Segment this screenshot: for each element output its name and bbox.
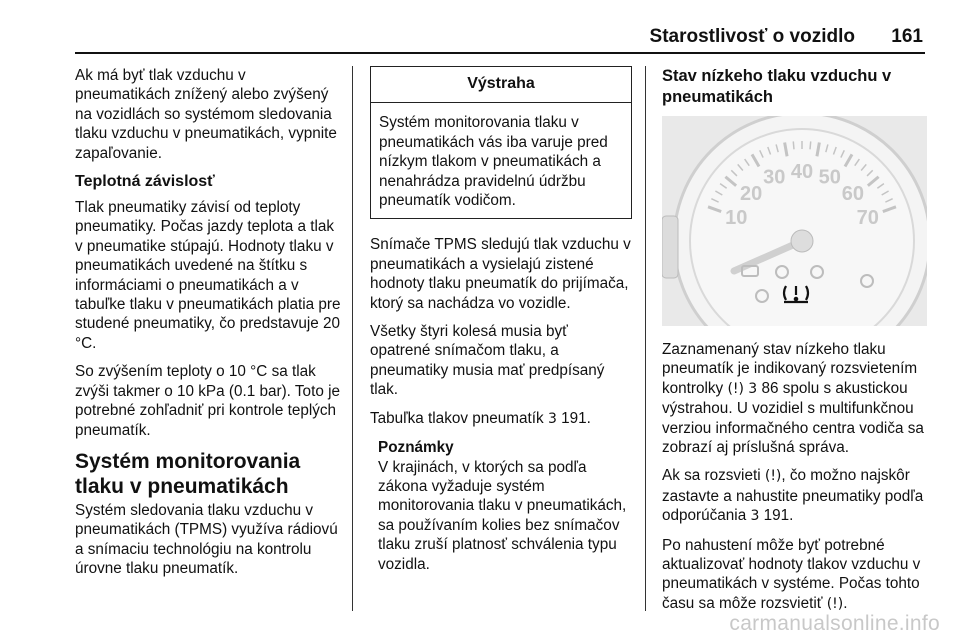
- left-gauge-edge: [662, 216, 678, 278]
- gauge-number: 40: [790, 161, 814, 183]
- page-reference-link[interactable]: 191.: [561, 409, 591, 427]
- column-middle: [370, 66, 632, 574]
- temperature-paragraph-1: Tlak pneumatiky závisí od teploty pneumatiky. Počas jazdy teplota a tlak v pneumatike stúpajú. Hodnoty tlaku v pneumatikách uvedené na štítku s informáciami o pneumatikách a v tabuľke tlaku v pneumatikách platia pre studené pneumatiky, čo predstavuje 20 °C.: [75, 199, 341, 352]
- sensors-paragraph: Snímače TPMS sledujú tlak vzduchu v pneumatikách a vysielajú zistené hodnoty tlaku pneumatík do prijímača, ktorý sa nachádza vo vozidle.: [370, 236, 631, 312]
- indication-text-a: Zaznamenaný stav nízkeho tlaku pneumatík je indikovaný rozsvietením kontrolky: [662, 341, 918, 397]
- watermark: carmanualsonline.info: [729, 612, 940, 635]
- tpms-icon: (!): [826, 595, 844, 612]
- column-right: [662, 66, 927, 623]
- intro-paragraph: Ak má byť tlak vzduchu v pneumatikách znížený alebo zvýšený na vozidlách so systémom sledovania tlaku vzduchu v pneumatikách, vypnite zapaľovanie.: [75, 67, 337, 162]
- gauge-number: 70: [856, 207, 879, 230]
- stop-text-a: Ak sa rozsvieti: [662, 467, 761, 485]
- pressure-table-reference: [370, 409, 632, 429]
- tpms-icon: (!): [727, 380, 745, 397]
- speedometer-illustration: [662, 116, 927, 326]
- warning-text: Systém monitorovania tlaku v pneumatikách vás iba varuje pred nízkym tlakom v pneumatikách a nenahrádza pravidelnú údržbu pneumatík vodičom.: [379, 114, 608, 210]
- page-reference-link[interactable]: 86: [761, 379, 779, 397]
- page-title: Starostlivosť o vozidlo: [649, 26, 855, 47]
- gauge-number: 50: [818, 166, 841, 189]
- note-text: V krajinách, v ktorých sa podľa zákona vyžaduje systém monitorovania tlaku v pneumatikách, sa používaním kolies bez snímačov tlaku zruší platnosť schválenia typu vozidla.: [378, 458, 627, 573]
- column-divider: [352, 66, 353, 611]
- low-pressure-heading: Stav nízkeho tlaku vzduchu v pneumatikách: [662, 67, 892, 106]
- arrow-ref-icon: 3: [748, 380, 758, 397]
- warning-title: Výstraha: [371, 67, 631, 103]
- tpms-paragraph: Systém sledovania tlaku vzduchu v pneumatikách (TPMS) využíva rádiovú a snímaciu technológiu na kontrolu úrovne tlaku pneumatík.: [75, 501, 338, 578]
- wheels-paragraph: Všetky štyri kolesá musia byť opatrené snímačom tlaku, a pneumatiky musia mať predpísaný tlak.: [370, 323, 605, 399]
- page-header: [75, 24, 925, 54]
- temperature-paragraph-2: So zvýšením teploty o 10 °C sa tlak zvýši takmer o 10 kPa (0.1 bar). Toto je potrebné zohľadniť pri kontrole teplých pneumatík.: [75, 363, 340, 439]
- column-divider: [645, 66, 646, 611]
- arrow-ref-icon: 3: [547, 410, 557, 427]
- temperature-heading: Teplotná závislosť: [75, 173, 215, 191]
- indication-text-b: spolu s akustickou výstrahou. U vozidiel s multifunkčnou verziou informačného centra vodiča sa zobrazí aj príslušná správa.: [662, 379, 924, 457]
- stop-text-b: , čo možno najskôr zastavte a nahustite pneumatiky podľa odporúčania: [662, 467, 924, 525]
- tpms-icon: (!): [764, 468, 782, 485]
- stop-paragraph: [662, 466, 927, 526]
- note-block: [378, 438, 632, 574]
- page-number: 161: [891, 26, 923, 47]
- arrow-ref-icon: 3: [750, 508, 760, 525]
- gauge-number: 30: [763, 166, 786, 189]
- gauge-number: 60: [841, 182, 865, 205]
- column-left: [75, 66, 345, 588]
- gauge-tick: [810, 141, 811, 149]
- indication-paragraph: [662, 340, 927, 457]
- gauge-tick: [793, 141, 794, 149]
- warning-box: [370, 66, 632, 219]
- reference-text: Tabuľka tlakov pneumatík: [370, 409, 544, 427]
- note-title: Poznámky: [378, 439, 454, 457]
- gauge-number: 20: [739, 182, 763, 205]
- gauge-number: 10: [725, 207, 748, 230]
- page-reference-link[interactable]: 191.: [763, 507, 794, 525]
- update-text: Po nahustení môže byť potrebné aktualizovať hodnoty tlakov vzduchu v pneumatikách v systéme. Počas tohto času sa môže rozsvietiť: [662, 536, 921, 612]
- needle-hub: [791, 230, 813, 252]
- update-paragraph: Po nahustení môže byť potrebné aktualizovať hodnoty tlakov vzduchu v pneumatikách v systéme. Počas tohto času sa môže rozsvietiť (!).: [662, 536, 921, 612]
- tpms-heading: Systém monitorovania tlaku v pneumatikách: [75, 449, 301, 498]
